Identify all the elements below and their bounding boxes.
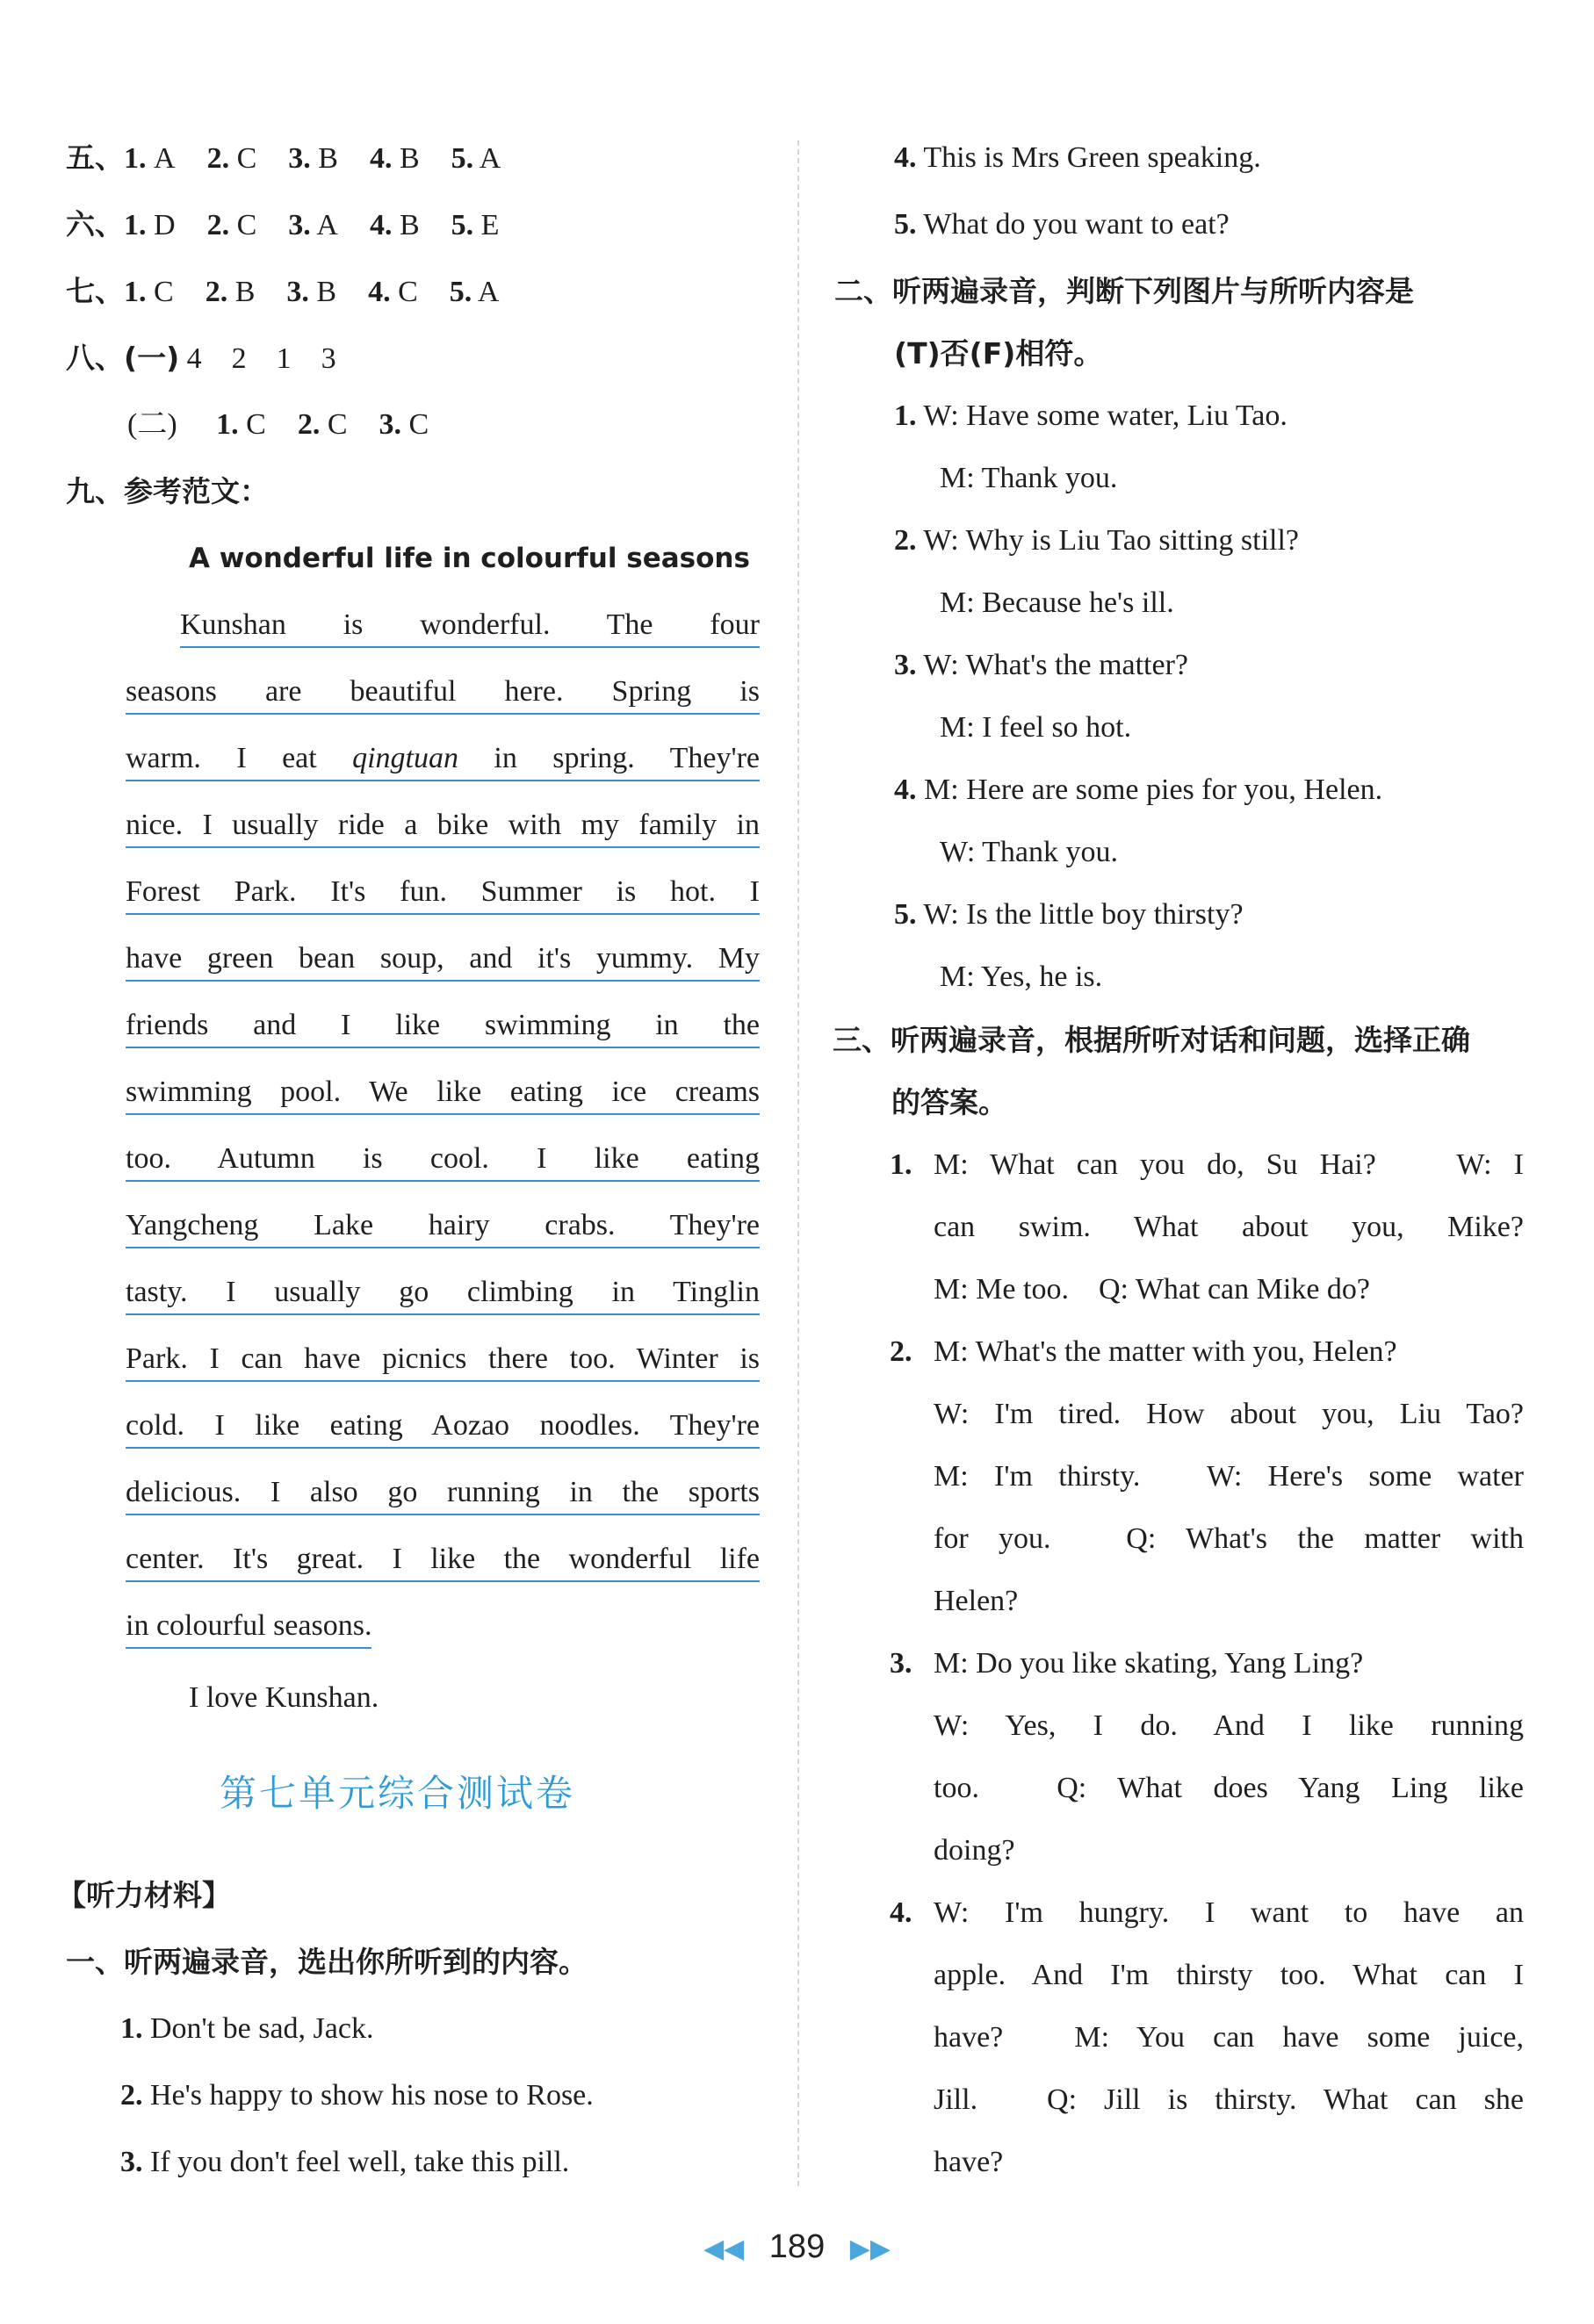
answer-value: C (238, 408, 266, 441)
item-number: 1. (890, 1148, 912, 1181)
dialogue-line: have? (934, 2146, 1004, 2178)
answer-sublabel: (二) (127, 408, 177, 441)
dialogue-line: M: I'm thirsty. W: Here's some water (934, 1460, 1524, 1493)
answer-number: 5. (451, 142, 474, 175)
essay-line: in colourful seasons. (126, 1608, 371, 1649)
next-page-icon[interactable]: ▶▶ (849, 2234, 891, 2263)
dialogue-line (894, 648, 1188, 683)
dialogue-line: M: Do you like skating, Yang Ling? (934, 1647, 1364, 1680)
dialogue-line: apple. And I'm thirsty too. What can I (934, 1959, 1524, 1991)
answer-label: 六、 (66, 207, 124, 241)
essay-line: nice. I usually ride a bike with my family in (126, 808, 760, 848)
dialogue-line: M: Yes, he is. (940, 961, 1103, 993)
answer-value: D (146, 209, 176, 241)
dialogue-line: Jill. Q: Jill is thirsty. What can she (934, 2083, 1524, 2116)
listening-material-label: 【听力材料】 (57, 1878, 231, 1912)
dialogue-line: M: Me too. Q: What can Mike do? (934, 1273, 1371, 1306)
answer-number: 1. (216, 408, 239, 441)
page-number: 189 (768, 2228, 826, 2265)
essay-line: center. It's great. I like the wonderful life (126, 1542, 760, 1582)
section-heading-3: 三、听两遍录音，根据所听对话和问题，选择正确 (833, 1023, 1470, 1057)
answer-value: B (308, 276, 337, 308)
item-number: 1. (120, 2012, 143, 2045)
essay-line: delicious. I also go running in the sports (126, 1475, 760, 1515)
essay-line: have green bean soup, and it's yummy. My (126, 941, 760, 982)
item-number: 3. (894, 649, 917, 681)
dialogue-line: too. Q: What does Yang Ling like (934, 1772, 1524, 1804)
essay-italic-word: qingtuan (352, 742, 459, 774)
dialogue-line: can swim. What about you, Mike? (934, 1211, 1524, 1243)
answer-value: A (472, 276, 500, 308)
answer-number: 4. (369, 142, 393, 175)
dialogue-line: M: Because he's ill. (940, 586, 1174, 619)
dialogue-line: W: I'm hungry. I want to have an (934, 1896, 1524, 1929)
answer-value: B (392, 209, 420, 241)
dialogue-line: M: I feel so hot. (940, 711, 1132, 744)
item-number: 2. (894, 524, 917, 557)
answer-value: C (229, 142, 257, 175)
item-text: If you don't feel well, take this pill. (142, 2146, 570, 2178)
section-heading-1: 一、听两遍录音，选出你所听到的内容。 (66, 1945, 588, 1979)
section-heading-2-cont: (T)否(F)相符。 (894, 336, 1103, 371)
dialogue-line: Helen? (934, 1585, 1019, 1617)
answer-row-8 (66, 341, 336, 377)
prev-page-icon[interactable]: ◀◀ (703, 2234, 745, 2263)
answer-number: 2. (206, 209, 230, 241)
dialogue-line (894, 523, 1299, 558)
dialogue-line: W: I'm tired. How about you, Liu Tao? (934, 1398, 1524, 1430)
essay-line: warm. I eat qingtuan in spring. They're (126, 741, 760, 781)
item-text: What do you want to eat? (916, 208, 1230, 241)
answer-row (66, 274, 499, 310)
essay-title: A wonderful life in colourful seasons (189, 543, 750, 574)
answer-number: 4. (369, 209, 393, 241)
item-number: 5. (894, 898, 917, 931)
dialogue-line: M: What's the matter with you, Helen? (934, 1335, 1397, 1368)
answer-number: 3. (288, 209, 311, 241)
dialogue-line: doing? (934, 1834, 1015, 1867)
item-text: W: Why is Liu Tao sitting still? (916, 524, 1300, 557)
item-text: He's happy to show his nose to Rose. (142, 2079, 594, 2112)
dialogue-line: for you. Q: What's the matter with (934, 1522, 1524, 1555)
item-number: 3. (890, 1647, 912, 1680)
answer-number: 1. (124, 209, 147, 241)
section-heading-3-cont: 的答案。 (891, 1085, 1007, 1119)
item-text: M: Here are some pies for you, Helen. (916, 773, 1383, 806)
essay-line: Kunshan is wonderful. The four (180, 608, 760, 648)
item-number: 2. (890, 1335, 912, 1368)
item-text: W: Have some water, Liu Tao. (916, 399, 1287, 432)
answer-label: 八、(一) (66, 341, 180, 375)
listening-item (894, 140, 1261, 176)
answer-values: 4 2 1 3 (186, 342, 336, 375)
unit-title: 第七单元综合测试卷 (220, 1772, 576, 1815)
essay-line: Yangcheng Lake hairy crabs. They're (126, 1208, 760, 1248)
essay-line: friends and I like swimming in the (126, 1008, 760, 1048)
item-number: 4. (894, 141, 917, 174)
answer-value: C (320, 408, 348, 441)
answer-value: C (390, 276, 418, 308)
dialogue-line: W: Thank you. (940, 836, 1119, 868)
answer-number: 1. (124, 276, 147, 308)
listening-item (120, 2078, 594, 2113)
answer-value: E (473, 209, 500, 241)
answer-number: 3. (286, 276, 309, 308)
answer-value: A (310, 209, 338, 241)
answer-number: 4. (368, 276, 391, 308)
item-number: 2. (120, 2079, 143, 2112)
answer-number: 2. (206, 142, 230, 175)
item-number: 4. (890, 1896, 912, 1929)
dialogue-line (894, 399, 1287, 434)
answer-label: 七、 (66, 274, 124, 308)
answer-number: 3. (379, 408, 402, 441)
essay-closing: I love Kunshan. (189, 1681, 379, 1714)
answer-value: C (401, 408, 429, 441)
listening-item (894, 207, 1230, 242)
answer-number: 2. (297, 408, 321, 441)
dialogue-line (894, 773, 1382, 808)
section-heading-2: 二、听两遍录音，判断下列图片与所听内容是 (834, 274, 1414, 308)
essay-line: seasons are beautiful here. Spring is (126, 674, 760, 715)
answer-value: C (146, 276, 174, 308)
item-number: 1. (894, 399, 917, 432)
item-text: W: Is the little boy thirsty? (916, 898, 1244, 931)
item-number: 4. (894, 773, 917, 806)
listening-item (120, 2011, 373, 2047)
item-text: This is Mrs Green speaking. (916, 141, 1261, 174)
dialogue-line: M: What can you do, Su Hai? W: I (934, 1148, 1524, 1181)
answer-row (66, 207, 499, 243)
item-number: 5. (894, 208, 917, 241)
answer-value: B (392, 142, 420, 175)
answer-number: 3. (288, 142, 311, 175)
dialogue-line: M: Thank you. (940, 462, 1118, 494)
answer-label: 五、 (66, 140, 124, 175)
dialogue-line: W: Yes, I do. And I like running (934, 1709, 1524, 1742)
answer-number: 2. (205, 276, 228, 308)
essay-line: cold. I like eating Aozao noodles. They're (126, 1408, 760, 1449)
answer-value: A (473, 142, 501, 175)
dialogue-line: have? M: You can have some juice, (934, 2021, 1524, 2054)
answer-value: A (146, 142, 176, 175)
dialogue-line (894, 897, 1244, 932)
answer-number: 5. (451, 209, 474, 241)
answer-value: B (310, 142, 338, 175)
answer-row-8-2 (127, 407, 429, 442)
item-text: W: What's the matter? (916, 649, 1189, 681)
item-text: Don't be sad, Jack. (142, 2012, 374, 2045)
answer-value: C (229, 209, 257, 241)
essay-line: Forest Park. It's fun. Summer is hot. I (126, 874, 760, 915)
answer-row (66, 140, 501, 176)
answer-value: B (227, 276, 256, 308)
section-heading-9: 九、参考范文： (66, 474, 269, 508)
essay-line: too. Autumn is cool. I like eating (126, 1141, 760, 1182)
essay-line: swimming pool. We like eating ice creams (126, 1075, 760, 1115)
answer-number: 5. (449, 276, 472, 308)
item-number: 3. (120, 2146, 143, 2178)
essay-line: Park. I can have picnics there too. Winter is (126, 1342, 760, 1382)
page-footer (0, 2228, 1594, 2266)
answer-number: 1. (124, 142, 147, 175)
essay-line: tasty. I usually go climbing in Tinglin (126, 1275, 760, 1315)
listening-item (120, 2145, 569, 2180)
column-divider (797, 140, 799, 2186)
